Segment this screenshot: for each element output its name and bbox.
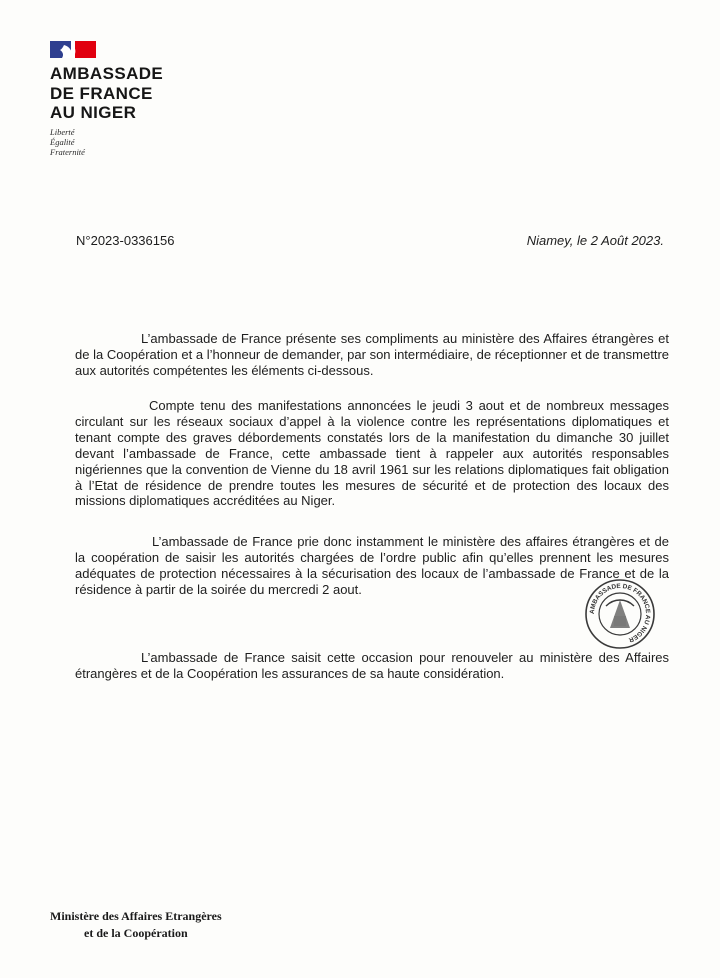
paragraph: L’ambassade de France prie donc instamment le ministère des affaires étrangères et de la coopération de saisir les autorités chargées de l’ordre public afin qu’elles prennent les mesures adéquates de protection nécessaires à la sécurisation des locaux de l’ambassade de France et de la résidence à partir de la soirée du mercredi 2 aout. (75, 534, 669, 597)
embassy-stamp-icon (584, 578, 656, 650)
footer-recipient (50, 908, 222, 942)
motto-line: Liberté (50, 127, 75, 137)
footer-line: Ministère des Affaires Etrangères (50, 909, 222, 923)
reference-number: N°2023-0336156 (76, 233, 175, 248)
paragraph: L’ambassade de France saisit cette occasion pour renouveler au ministère des Affaires étrangères et de la Coopération les assurances de sa haute considération. (75, 650, 669, 681)
embassy-name (50, 64, 163, 123)
motto (50, 127, 85, 157)
embassy-name-line: AMBASSADE (50, 64, 164, 83)
republique-francaise-flag-icon (50, 41, 96, 58)
paragraph: L’ambassade de France présente ses compliments au ministère des Affaires étrangères et de la Coopération et a l’honneur de demander, par son intermédiaire, de réceptionner et de transmettre aux autorités compétentes les éléments ci-dessous. (75, 331, 669, 378)
paragraph: Compte tenu des manifestations annoncées le jeudi 3 aout et de nombreux messages circulant sur les réseaux sociaux d’appel à la violence contre les représentations diplomatiques et tenant compte des graves débordements constatés lors de la manifestation du dimanche 30 juillet devant l’ambassade de France, cette ambassade tient à rappeler aux autorités responsables nigériennes que la convention de Vienne du 18 avril 1961 sur les relations diplomatiques fait obligation à l’Etat de résidence de prendre toutes les mesures de sécurité et de protection des locaux des missions diplomatiques accréditées au Niger. (75, 398, 669, 509)
place-and-date: Niamey, le 2 Août 2023. (526, 233, 664, 248)
motto-line: Fraternité (50, 147, 85, 157)
embassy-name-line: DE FRANCE (50, 83, 153, 103)
footer-line: et de la Coopération (84, 926, 188, 940)
motto-line: Égalité (50, 137, 75, 147)
stamp-text: AMBASSADE DE FRANCE AU NIGER (588, 582, 652, 644)
embassy-name-line: AU NIGER (50, 103, 137, 122)
